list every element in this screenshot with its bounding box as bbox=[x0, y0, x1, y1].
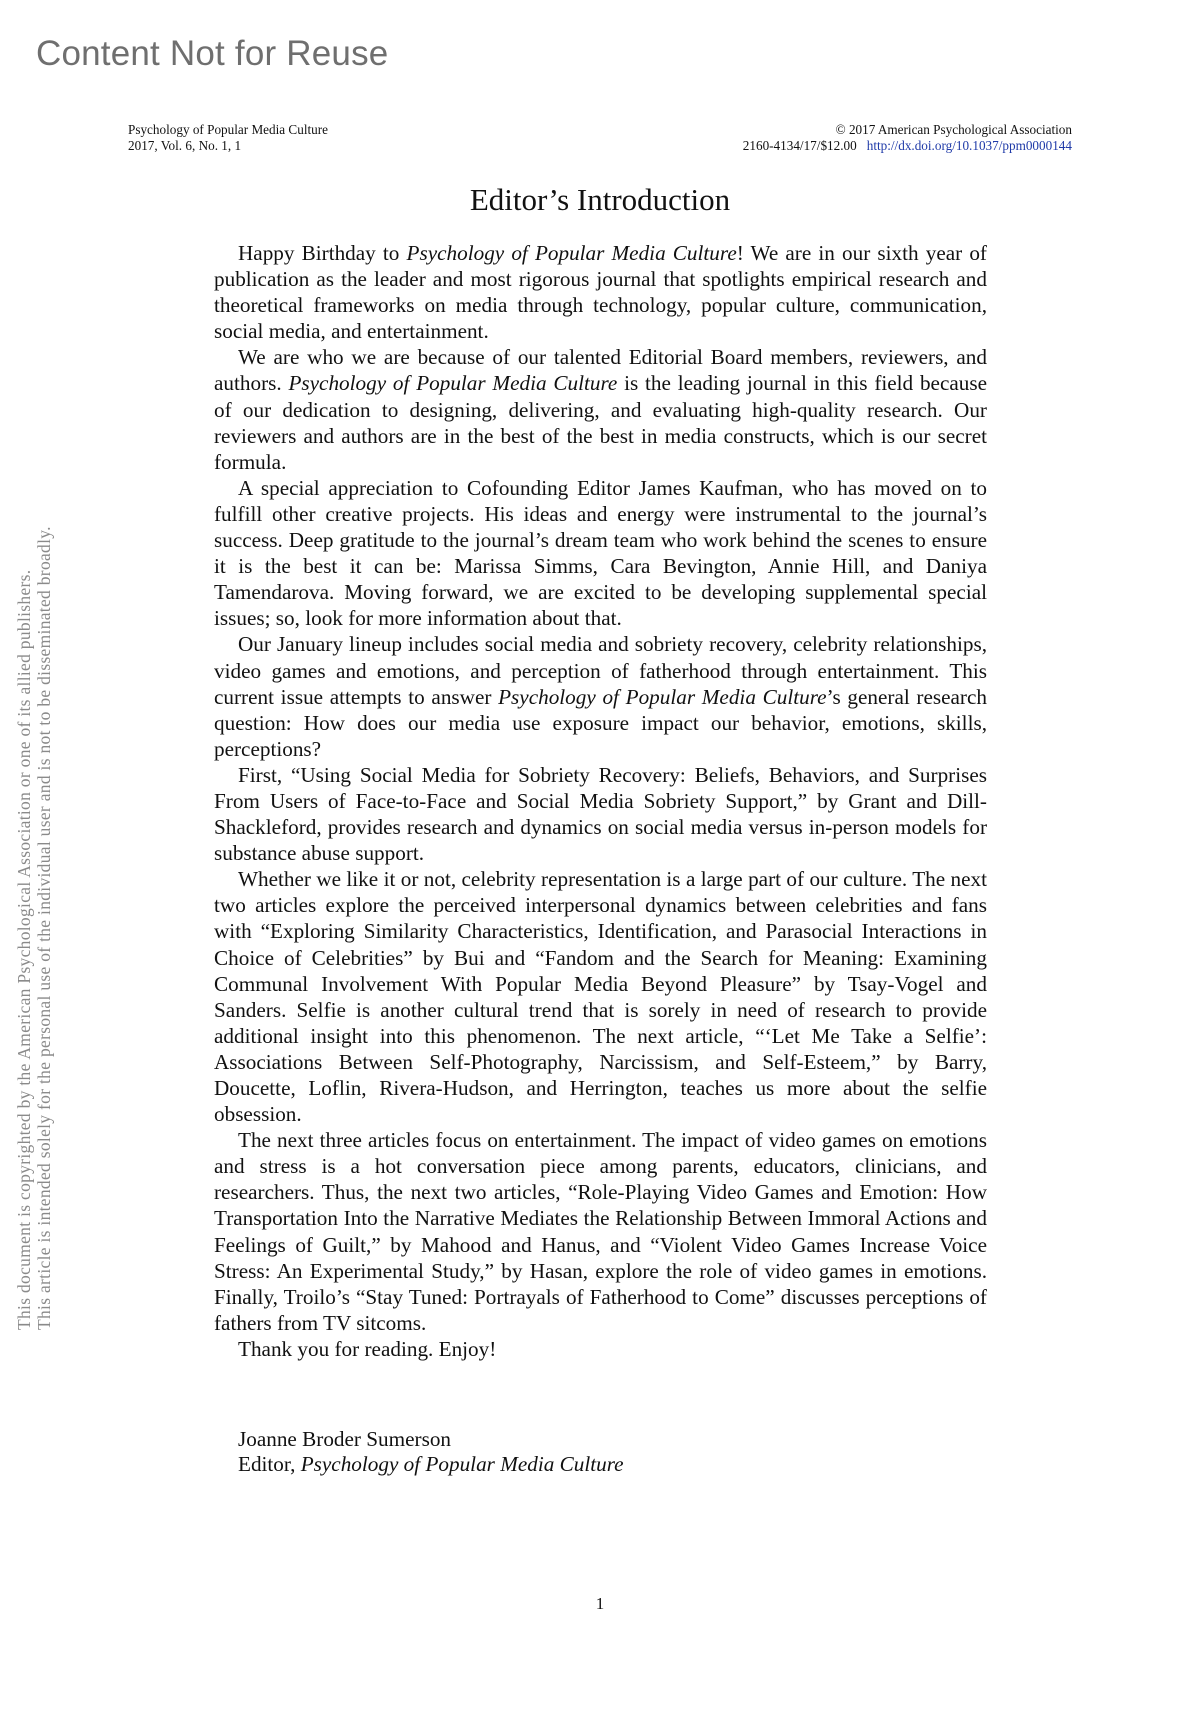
paragraph-7: The next three articles focus on entertainment. The impact of video games on emotions and stress is a hot conversation piece among parents, educators, clinicians, and researchers. Thus, the next two articles, “Role-Playing Video Games and Emotion: How Transportation Into the Narrative Mediates the Relationship Between Immoral Actions and Feelings of Guilt,” by Mahood and Hanus, and “Violent Video Games Increase Voice Stress: An Experimental Study,” by Hasan, explore the role of video games in emotions. Finally, Troilo’s “Stay Tuned: Portrayals of Fatherhood to Come” discusses perceptions of fathers from TV sitcoms. bbox=[214, 1128, 987, 1335]
paragraph-4-text-a: Our January lineup includes social media and sobriety recovery, celebrity relationships, video games and emotions, and perception of fatherhood through entertainment. This current issue attempts to answer bbox=[214, 632, 987, 709]
issn-doi-line bbox=[743, 138, 1072, 154]
doi-link[interactable]: http://dx.doi.org/10.1037/ppm0000144 bbox=[866, 138, 1072, 153]
volume-info: 2017, Vol. 6, No. 1, 1 bbox=[128, 138, 242, 153]
paragraph-2 bbox=[214, 344, 987, 474]
journal-name: Psychology of Popular Media Culture bbox=[128, 122, 328, 137]
paragraph-1-text-a: Happy Birthday to bbox=[238, 241, 407, 265]
paragraph-1 bbox=[214, 240, 987, 344]
editor-role bbox=[238, 1452, 624, 1477]
paragraph-8: Thank you for reading. Enjoy! bbox=[238, 1336, 497, 1361]
side-notice-line-2: This article is intended solely for the personal use of the individual user and is not to be disseminated broadly. bbox=[34, 526, 54, 1330]
copyright-notice: © 2017 American Psychological Association bbox=[835, 122, 1072, 137]
paragraph-4 bbox=[214, 631, 987, 761]
watermark-text: Content Not for Reuse bbox=[36, 34, 389, 73]
journal-header-right bbox=[743, 122, 1072, 154]
editor-name: Joanne Broder Sumerson bbox=[238, 1427, 452, 1451]
page-number: 1 bbox=[595, 1594, 605, 1613]
paragraph-5: First, “Using Social Media for Sobriety Recovery: Beliefs, Behaviors, and Surprises From Users of Face-to-Face and Social Media Sobriety Support,” by Grant and Dill-Shackleford, provides research and dynamics on social media versus in-person models for substance abuse support. bbox=[214, 762, 987, 866]
copyright-side-notice bbox=[14, 450, 54, 1330]
paragraph-2-text-a: We are who we are because of our talented Editorial Board members, reviewers, and authors. bbox=[214, 345, 987, 396]
journal-title-italic: Psychology of Popular Media Culture bbox=[300, 1451, 624, 1476]
side-notice-line-1: This document is copyrighted by the American Psychological Association or one of its allied publishers. bbox=[14, 569, 34, 1330]
paragraph-6: Whether we like it or not, celebrity representation is a large part of our culture. The next two articles explore the perceived interpersonal dynamics between celebrities and fans with “Exploring Similarity Characteristics, Identification, and Parasocial Interactions in Choice of Celebrities” by Bui and “Fandom and the Search for Meaning: Examining Communal Involvement With Popular Media Beyond Pleasure” by Tsay-Vogel and Sanders. Selfie is another cultural trend that is sorely in need of research to provide additional insight into this phenomenon. The next article, “‘Let Me Take a Selfie’: Associations Between Self-Photography, Narcissism, and Self-Esteem,” by Barry, Doucette, Loflin, Rivera-Hudson, and Herrington, teaches us more about the selfie obsession. bbox=[214, 867, 987, 1127]
journal-title-italic: Psychology of Popular Media Culture bbox=[498, 684, 827, 709]
issn-price: 2160-4134/17/$12.00 bbox=[742, 138, 857, 153]
paragraph-2-text-b: is the leading journal in this field because of our dedication to designing, delivering, and evaluating high-quality research. Our reviewers and authors are in the best of the best in media constructs, which is our secret formula. bbox=[214, 371, 987, 474]
paragraph-3: A special appreciation to Cofounding Editor James Kaufman, who has moved on to fulfill other creative projects. His ideas and energy were instrumental to the journal’s success. Deep gratitude to the journal’s dream team who work behind the scenes to ensure it is the best it can be: Marissa Simms, Cara Bevington, Annie Hill, and Daniya Tamendarova. Moving forward, we are excited to be developing supplemental special issues; so, look for more information about that. bbox=[214, 475, 987, 631]
journal-title-italic: Psychology of Popular Media Culture bbox=[406, 241, 737, 265]
paragraph-4-text-b: ’s general research question: How does our media use exposure impact our behavior, emotions, skills, perceptions? bbox=[214, 684, 987, 761]
article-body bbox=[214, 240, 987, 1362]
editor-signature bbox=[238, 1427, 624, 1476]
paragraph-1-text-b: ! We are in our sixth year of publication as the leader and most rigorous journal that spotlights empirical research and theoretical frameworks on media through technology, popular culture, communication, social media, and entertainment. bbox=[214, 241, 987, 344]
page-title: Editor’s Introduction bbox=[469, 182, 731, 217]
editor-role-prefix: Editor, bbox=[238, 1451, 301, 1476]
journal-header-left bbox=[128, 122, 328, 154]
journal-title-italic: Psychology of Popular Media Culture bbox=[288, 371, 618, 396]
